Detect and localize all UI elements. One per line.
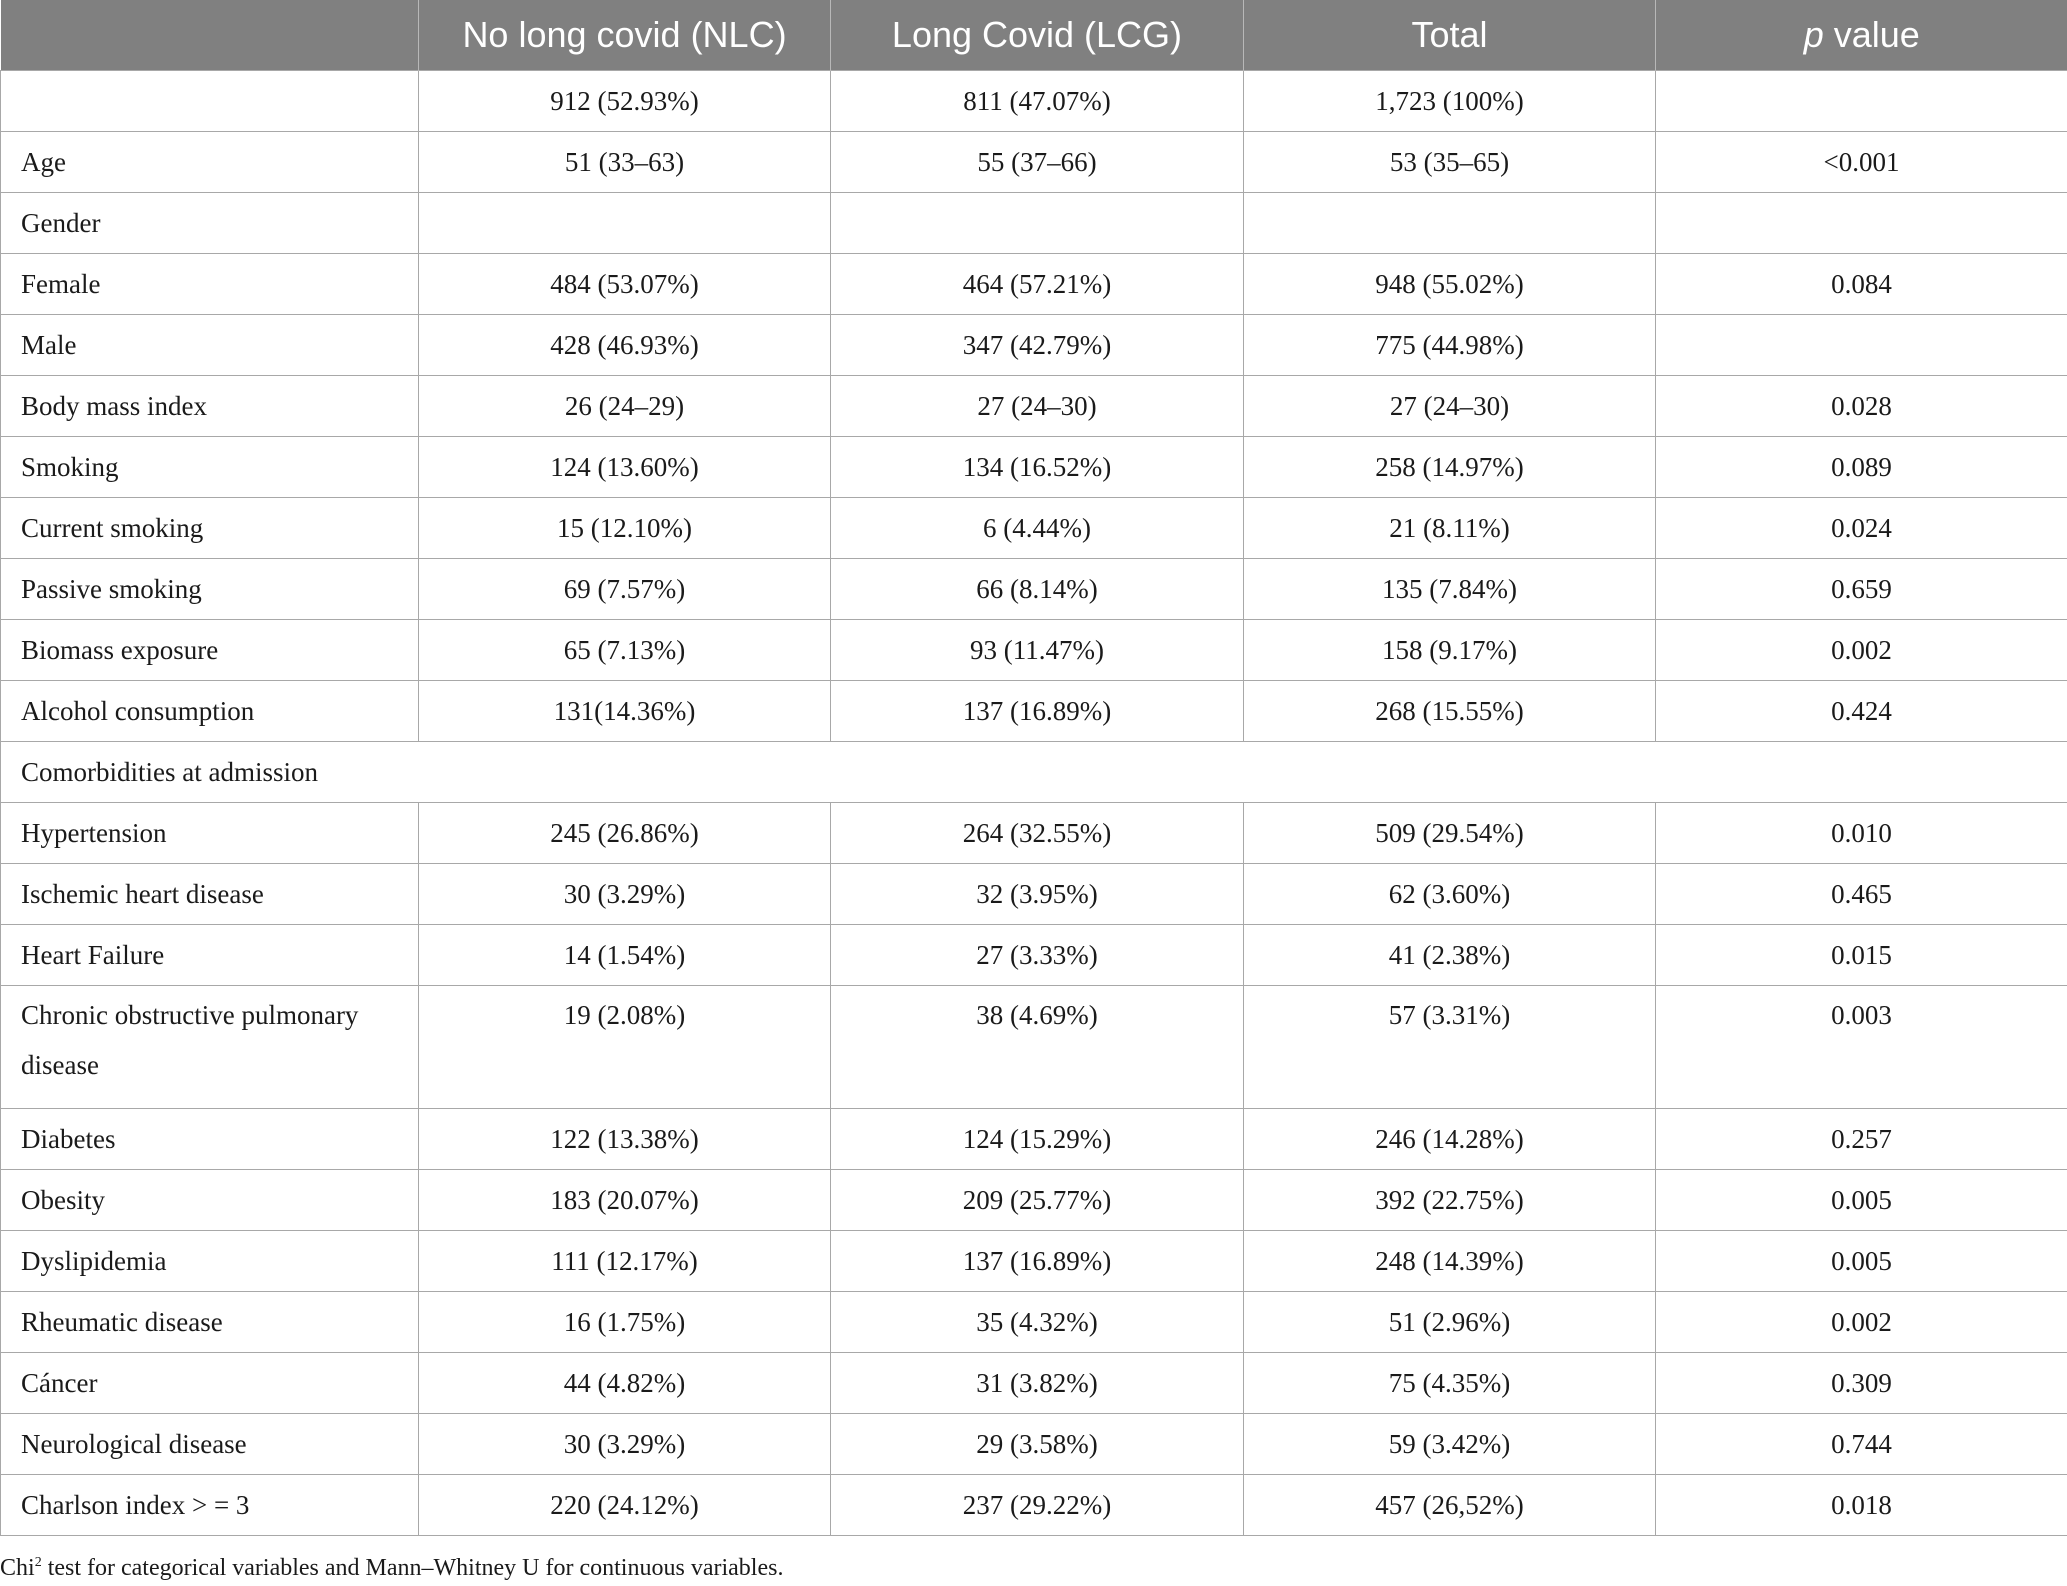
row-label: Neurological disease (1, 1414, 419, 1475)
header-p-italic: p (1803, 14, 1824, 55)
cell-nlc: 122 (13.38%) (419, 1109, 831, 1170)
header-no-long-covid: No long covid (NLC) (419, 0, 831, 71)
cell-total: 246 (14.28%) (1244, 1109, 1656, 1170)
cell-lcg: 35 (4.32%) (831, 1292, 1244, 1353)
table-row (1, 498, 2067, 559)
row-label: Diabetes (1, 1109, 419, 1170)
cell-lcg: 93 (11.47%) (831, 620, 1244, 681)
cell-total: 509 (29.54%) (1244, 803, 1656, 864)
cell-total: 457 (26,52%) (1244, 1475, 1656, 1536)
cell-nlc: 15 (12.10%) (419, 498, 831, 559)
cell-total: 948 (55.02%) (1244, 254, 1656, 315)
cell-p-value: 0.005 (1656, 1231, 2067, 1292)
cell-nlc (419, 193, 831, 254)
table-row (1, 925, 2067, 986)
cell-total: 1,723 (100%) (1244, 71, 1656, 132)
cell-nlc: 124 (13.60%) (419, 437, 831, 498)
cell-nlc: 30 (3.29%) (419, 1414, 831, 1475)
cell-nlc: 30 (3.29%) (419, 864, 831, 925)
header-variable (1, 0, 419, 71)
cell-p-value: 0.309 (1656, 1353, 2067, 1414)
table-row (1, 742, 2067, 803)
cell-lcg: 464 (57.21%) (831, 254, 1244, 315)
cell-nlc: 51 (33–63) (419, 132, 831, 193)
cell-p-value: 0.002 (1656, 620, 2067, 681)
cell-lcg: 31 (3.82%) (831, 1353, 1244, 1414)
cell-total: 27 (24–30) (1244, 376, 1656, 437)
cell-lcg: 66 (8.14%) (831, 559, 1244, 620)
table-row (1, 376, 2067, 437)
cell-p-value: 0.003 (1656, 986, 2067, 1109)
header-row (1, 0, 2067, 71)
cell-p-value: 0.015 (1656, 925, 2067, 986)
cell-p-value: 0.744 (1656, 1414, 2067, 1475)
table-row (1, 864, 2067, 925)
cell-nlc: 19 (2.08%) (419, 986, 831, 1109)
cell-lcg: 27 (3.33%) (831, 925, 1244, 986)
cell-lcg: 29 (3.58%) (831, 1414, 1244, 1475)
cell-nlc: 912 (52.93%) (419, 71, 831, 132)
table-row (1, 803, 2067, 864)
cell-p-value (1656, 315, 2067, 376)
cell-total: 775 (44.98%) (1244, 315, 1656, 376)
cell-lcg: 137 (16.89%) (831, 1231, 1244, 1292)
table-row (1, 315, 2067, 376)
footnote-superscript: 2 (34, 1555, 42, 1570)
cell-total: 51 (2.96%) (1244, 1292, 1656, 1353)
cell-lcg: 137 (16.89%) (831, 681, 1244, 742)
cell-nlc: 111 (12.17%) (419, 1231, 831, 1292)
row-label: Heart Failure (1, 925, 419, 986)
cell-lcg (831, 193, 1244, 254)
cell-total: 75 (4.35%) (1244, 1353, 1656, 1414)
header-p-rest: value (1823, 14, 1920, 55)
cell-total: 59 (3.42%) (1244, 1414, 1656, 1475)
row-label: Cáncer (1, 1353, 419, 1414)
table-row (1, 1414, 2067, 1475)
cell-nlc: 65 (7.13%) (419, 620, 831, 681)
cell-total: 258 (14.97%) (1244, 437, 1656, 498)
cell-total: 57 (3.31%) (1244, 986, 1656, 1109)
table-header (1, 0, 2067, 71)
row-label: Dyslipidemia (1, 1231, 419, 1292)
table-body (1, 71, 2067, 1536)
cell-p-value: <0.001 (1656, 132, 2067, 193)
cell-lcg: 264 (32.55%) (831, 803, 1244, 864)
cell-total: 248 (14.39%) (1244, 1231, 1656, 1292)
cell-lcg: 134 (16.52%) (831, 437, 1244, 498)
cell-p-value (1656, 71, 2067, 132)
cell-total: 158 (9.17%) (1244, 620, 1656, 681)
cell-nlc: 183 (20.07%) (419, 1170, 831, 1231)
cell-p-value: 0.010 (1656, 803, 2067, 864)
header-total: Total (1244, 0, 1656, 71)
table-row (1, 681, 2067, 742)
row-label: Female (1, 254, 419, 315)
cell-total: 21 (8.11%) (1244, 498, 1656, 559)
cell-total: 62 (3.60%) (1244, 864, 1656, 925)
cell-p-value: 0.024 (1656, 498, 2067, 559)
cell-lcg: 209 (25.77%) (831, 1170, 1244, 1231)
table-row (1, 437, 2067, 498)
cell-p-value: 0.084 (1656, 254, 2067, 315)
cell-nlc: 220 (24.12%) (419, 1475, 831, 1536)
cell-nlc: 44 (4.82%) (419, 1353, 831, 1414)
row-label: Biomass exposure (1, 620, 419, 681)
cell-lcg: 32 (3.95%) (831, 864, 1244, 925)
cell-p-value: 0.659 (1656, 559, 2067, 620)
cell-nlc: 16 (1.75%) (419, 1292, 831, 1353)
cell-p-value: 0.018 (1656, 1475, 2067, 1536)
cell-nlc: 14 (1.54%) (419, 925, 831, 986)
footnote-prefix: Chi (0, 1555, 35, 1581)
cell-lcg: 55 (37–66) (831, 132, 1244, 193)
cell-total: 41 (2.38%) (1244, 925, 1656, 986)
cell-p-value: 0.465 (1656, 864, 2067, 925)
table-row (1, 1292, 2067, 1353)
cell-lcg: 124 (15.29%) (831, 1109, 1244, 1170)
cell-p-value (1656, 193, 2067, 254)
cell-p-value: 0.005 (1656, 1170, 2067, 1231)
header-p-value (1656, 0, 2067, 71)
row-label (1, 71, 419, 132)
cell-total: 53 (35–65) (1244, 132, 1656, 193)
row-label: Male (1, 315, 419, 376)
cell-total: 392 (22.75%) (1244, 1170, 1656, 1231)
table-footnote (0, 1548, 783, 1583)
cell-p-value: 0.424 (1656, 681, 2067, 742)
table-row (1, 254, 2067, 315)
table-row (1, 1231, 2067, 1292)
row-label: Ischemic heart disease (1, 864, 419, 925)
row-label: Charlson index > = 3 (1, 1475, 419, 1536)
cell-nlc: 26 (24–29) (419, 376, 831, 437)
footnote-text: test for categorical variables and Mann–Whitney U for continuous variables. (41, 1555, 784, 1581)
row-label: Rheumatic disease (1, 1292, 419, 1353)
cell-nlc: 245 (26.86%) (419, 803, 831, 864)
header-long-covid: Long Covid (LCG) (831, 0, 1244, 71)
table-row (1, 71, 2067, 132)
cell-nlc: 428 (46.93%) (419, 315, 831, 376)
table-row (1, 1170, 2067, 1231)
cell-lcg: 27 (24–30) (831, 376, 1244, 437)
cell-total: 135 (7.84%) (1244, 559, 1656, 620)
cell-lcg: 347 (42.79%) (831, 315, 1244, 376)
row-label: Chronic obstructive pulmonary disease (1, 986, 419, 1109)
table-row (1, 193, 2067, 254)
table-row (1, 986, 2067, 1109)
cell-nlc: 131(14.36%) (419, 681, 831, 742)
table-row (1, 620, 2067, 681)
cell-lcg: 38 (4.69%) (831, 986, 1244, 1109)
cell-p-value: 0.089 (1656, 437, 2067, 498)
row-label: Age (1, 132, 419, 193)
cell-lcg: 237 (29.22%) (831, 1475, 1244, 1536)
table-row (1, 1353, 2067, 1414)
cell-lcg: 811 (47.07%) (831, 71, 1244, 132)
cell-total (1244, 193, 1656, 254)
row-label: Passive smoking (1, 559, 419, 620)
table-row (1, 1475, 2067, 1536)
table-row (1, 1109, 2067, 1170)
cell-p-value: 0.028 (1656, 376, 2067, 437)
section-label: Comorbidities at admission (1, 742, 2067, 803)
table-row (1, 132, 2067, 193)
row-label: Current smoking (1, 498, 419, 559)
cell-lcg: 6 (4.44%) (831, 498, 1244, 559)
cell-p-value: 0.257 (1656, 1109, 2067, 1170)
row-label: Gender (1, 193, 419, 254)
cell-p-value: 0.002 (1656, 1292, 2067, 1353)
table-row (1, 559, 2067, 620)
cell-nlc: 69 (7.57%) (419, 559, 831, 620)
row-label: Body mass index (1, 376, 419, 437)
row-label: Obesity (1, 1170, 419, 1231)
row-label: Smoking (1, 437, 419, 498)
cell-nlc: 484 (53.07%) (419, 254, 831, 315)
row-label: Alcohol consumption (1, 681, 419, 742)
cell-total: 268 (15.55%) (1244, 681, 1656, 742)
row-label: Hypertension (1, 803, 419, 864)
